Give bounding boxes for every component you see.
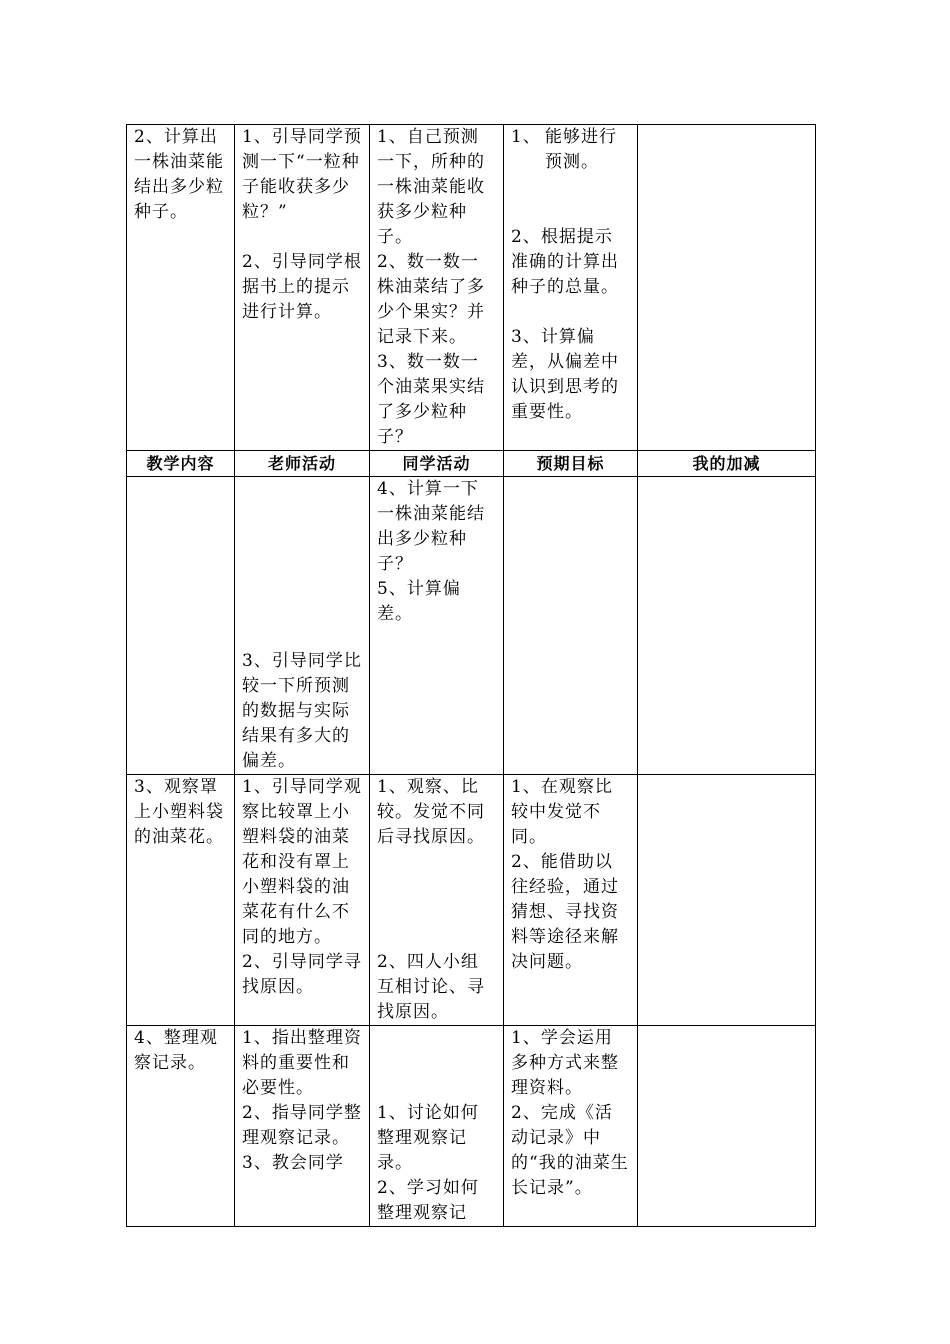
teacher-cell: [235, 1026, 370, 1227]
content-cell: [127, 125, 235, 451]
table-row: [127, 775, 816, 1026]
goal-cell: [504, 1026, 638, 1227]
goal-step: 3、计算偏差，从偏差中认识到思考的重要性。: [511, 327, 619, 422]
goal-cell: [504, 125, 638, 451]
adjustment-cell: [638, 775, 816, 1026]
student-cell: [370, 1026, 504, 1227]
header-content: 教学内容: [127, 451, 235, 477]
goal-step: 1、在观察比较中发觉不同。: [511, 777, 613, 847]
content-text: 3、观察罩上小塑料袋的油菜花。: [134, 777, 224, 847]
student-step: 5、计算偏差。: [377, 579, 461, 624]
spacer: [242, 477, 362, 649]
table-row: [127, 1026, 816, 1227]
student-step: 1、自己预测一下，所种的一株油菜能收获多少粒种子。: [377, 127, 485, 247]
student-step: 4、计算一下一株油菜能结出多少粒种子？: [377, 479, 485, 574]
spacer: [511, 300, 630, 325]
content-text: 2、计算出一株油菜能结出多少粒种子。: [134, 127, 224, 222]
spacer: [511, 175, 630, 225]
student-step: 2、数一数一株油菜结了多少个果实？并记录下来。: [377, 252, 485, 347]
adjustment-cell: [638, 477, 816, 775]
student-step: 2、四人小组互相讨论、寻找原因。: [377, 952, 485, 1022]
student-step: 1、讨论如何整理观察记录。: [377, 1103, 479, 1173]
teacher-step: 1、指出整理资料的重要性和必要性。: [242, 1028, 362, 1098]
teacher-step: 2、引导同学寻找原因。: [242, 952, 362, 997]
spacer: [377, 850, 496, 950]
student-step: 2、学习如何整理观察记: [377, 1178, 479, 1223]
header-adjustment: 我的加减: [638, 451, 816, 477]
header-student: 同学活动: [370, 451, 504, 477]
teacher-cell: [235, 125, 370, 451]
table-row: [127, 125, 816, 451]
student-cell: [370, 125, 504, 451]
student-step: 3、数一数一个油菜果实结了多少粒种子？: [377, 352, 485, 447]
goal-cell: [504, 477, 638, 775]
goal-step: 2、完成《活动记录》中的“我的油菜生长记录”。: [511, 1103, 629, 1198]
content-cell: [127, 775, 235, 1026]
student-cell: [370, 477, 504, 775]
goal-step: 2、根据提示准确的计算出种子的总量。: [511, 227, 619, 297]
goal-step: 1、学会运用多种方式来整理资料。: [511, 1028, 619, 1098]
content-cell: [127, 477, 235, 775]
header-teacher: 老师活动: [235, 451, 370, 477]
goal-step: 2、能借助以往经验，通过猜想、寻找资料等途径来解决问题。: [511, 852, 619, 972]
lesson-plan-table: [126, 124, 816, 1227]
goal-cell: [504, 775, 638, 1026]
content-text: 4、整理观察记录。: [134, 1028, 218, 1073]
spacer: [377, 1026, 496, 1101]
spacer: [242, 225, 362, 250]
teacher-cell: [235, 775, 370, 1026]
teacher-cell: [235, 477, 370, 775]
table-row: [127, 477, 816, 775]
teacher-step: 2、引导同学根据书上的提示进行计算。: [242, 252, 362, 322]
student-step: 1、观察、比较。发觉不同后寻找原因。: [377, 777, 485, 847]
teacher-step: 3、引导同学比较一下所预测的数据与实际结果有多大的偏差。: [242, 651, 362, 771]
header-goal: 预期目标: [504, 451, 638, 477]
adjustment-cell: [638, 1026, 816, 1227]
content-cell: [127, 1026, 235, 1227]
goal-step-number: 1、: [511, 127, 541, 147]
teacher-step: 3、教会同学: [242, 1153, 344, 1173]
adjustment-cell: [638, 125, 816, 451]
teacher-step: 1、引导同学预测一下“一粒种子能收获多少粒？”: [242, 127, 362, 222]
student-cell: [370, 775, 504, 1026]
teacher-step: 2、指导同学整理观察记录。: [242, 1103, 362, 1148]
table-header-row: [127, 451, 816, 477]
teacher-step: 1、引导同学观察比较罩上小塑料袋的油菜花和没有罩上小塑料袋的油菜花有什么不同的地方。: [242, 777, 362, 947]
goal-step: 能够进行预测。: [545, 127, 617, 172]
